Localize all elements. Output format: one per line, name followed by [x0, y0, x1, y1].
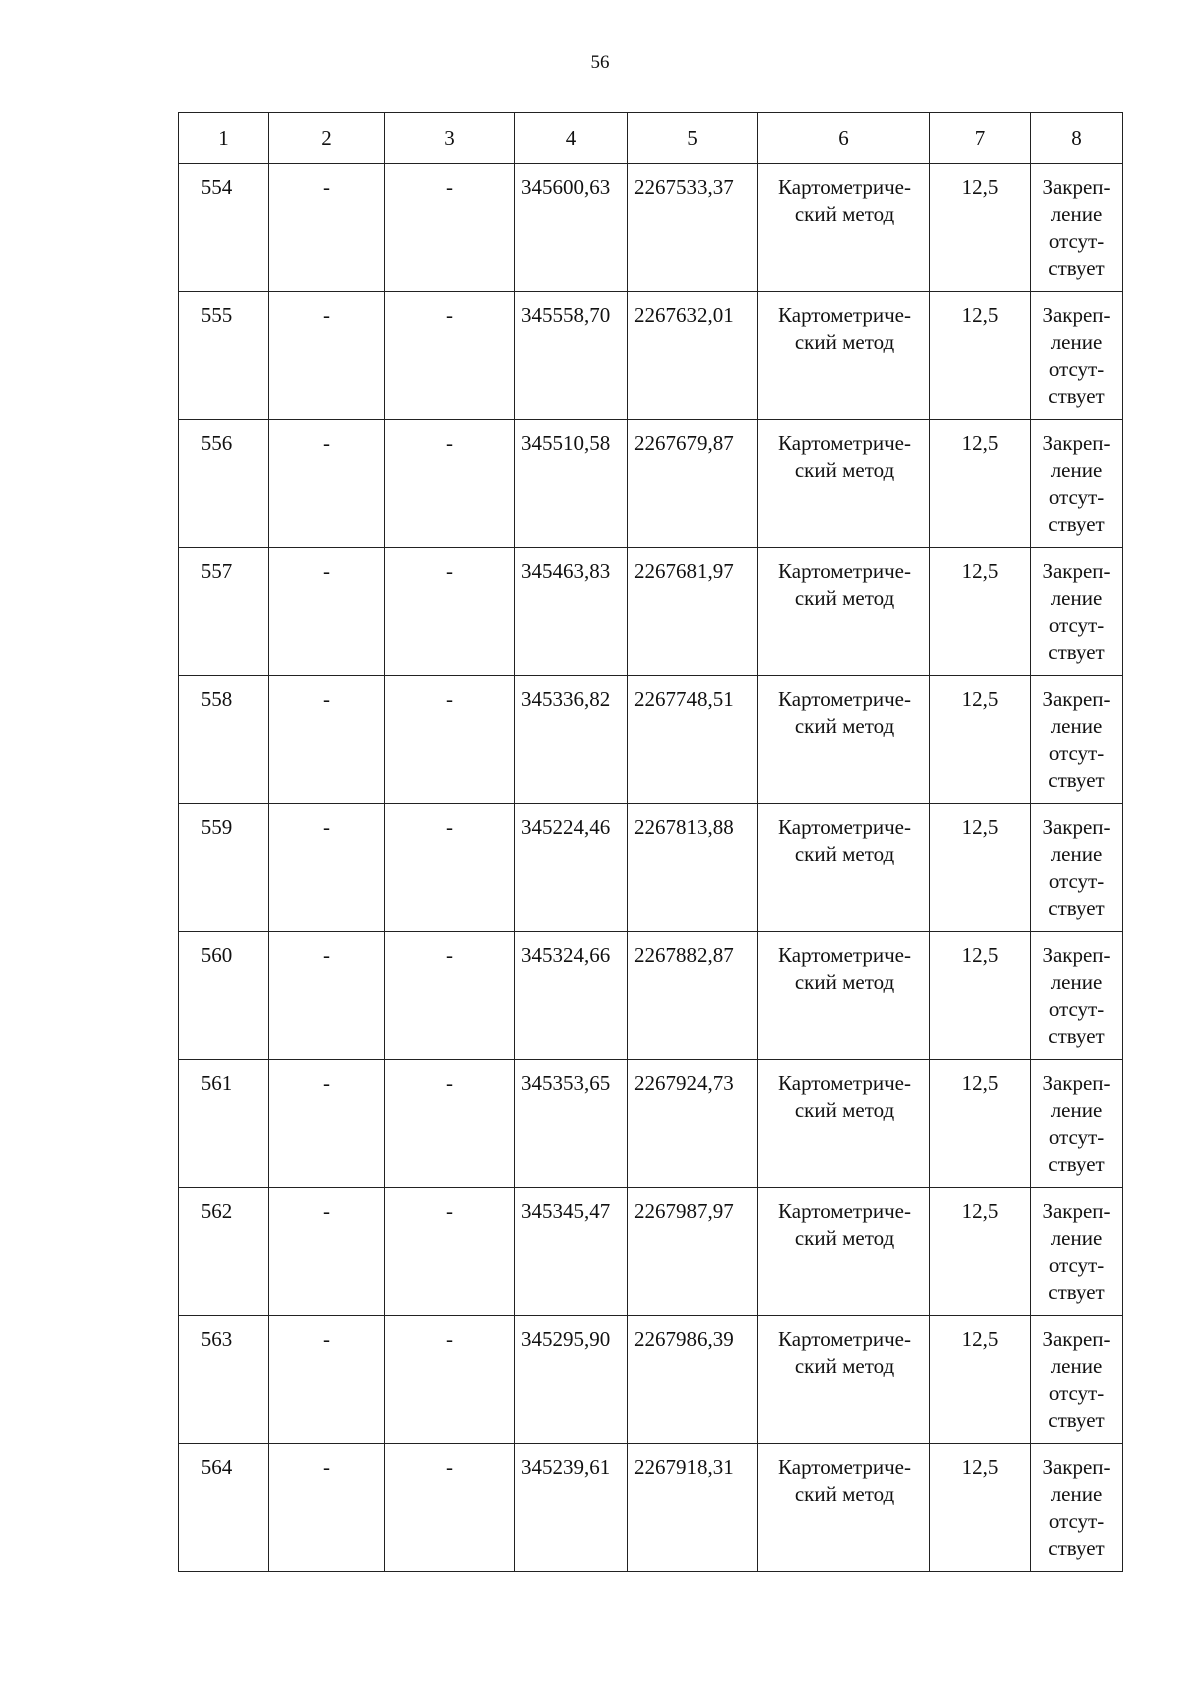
- col2-cell: [269, 932, 385, 1060]
- method-cell-text: ский метод: [794, 1482, 895, 1506]
- method-cell: [758, 932, 930, 1060]
- fixation-cell-text: ление: [1050, 1354, 1103, 1378]
- col2-cell: [269, 548, 385, 676]
- y-coordinate-cell: [628, 1188, 758, 1316]
- accuracy-cell-text: 12,5: [961, 431, 999, 455]
- point-number-cell-text: 563: [200, 1327, 233, 1351]
- y-coordinate-cell-text: 2267748,51: [634, 687, 734, 711]
- col2-cell-text: -: [323, 431, 330, 455]
- x-coordinate-cell: [515, 1444, 628, 1572]
- accuracy-cell-text: 12,5: [961, 559, 999, 583]
- table-row: [179, 420, 1123, 548]
- fixation-cell-text: отсут-: [1048, 1125, 1105, 1149]
- col2-cell: [269, 1316, 385, 1444]
- y-coordinate-cell-text: 2267987,97: [634, 1199, 734, 1223]
- fixation-cell-text: Закреп-: [1042, 303, 1111, 327]
- method-cell: [758, 1060, 930, 1188]
- table-row: [179, 548, 1123, 676]
- col3-cell: [385, 1444, 515, 1572]
- y-coordinate-cell: [628, 932, 758, 1060]
- table-row: [179, 1060, 1123, 1188]
- col3-cell: [385, 1316, 515, 1444]
- method-cell-text: ский метод: [794, 970, 895, 994]
- method-cell-text: ский метод: [794, 1354, 895, 1378]
- x-coordinate-cell-text: 345345,47: [521, 1199, 611, 1223]
- col3-cell-text: -: [446, 1455, 453, 1479]
- header-col-4: 4: [515, 113, 628, 164]
- table-row: [179, 804, 1123, 932]
- point-number-cell: [179, 1060, 269, 1188]
- header-col-1: 1: [179, 113, 269, 164]
- method-cell-text: ский метод: [794, 330, 895, 354]
- fixation-cell-text: ствует: [1048, 1152, 1105, 1176]
- y-coordinate-cell-text: 2267918,31: [634, 1455, 734, 1479]
- method-cell-text: Картометриче-: [778, 1199, 911, 1223]
- fixation-cell-text: ление: [1050, 330, 1103, 354]
- accuracy-cell-text: 12,5: [961, 687, 999, 711]
- fixation-cell-text: ствует: [1048, 1024, 1105, 1048]
- method-cell: [758, 292, 930, 420]
- y-coordinate-cell: [628, 676, 758, 804]
- method-cell-text: Картометриче-: [778, 175, 911, 199]
- x-coordinate-cell: [515, 420, 628, 548]
- point-number-cell-text: 560: [200, 943, 233, 967]
- fixation-cell-text: ление: [1050, 970, 1103, 994]
- fixation-cell-text: ствует: [1048, 1280, 1105, 1304]
- x-coordinate-cell: [515, 1316, 628, 1444]
- method-cell-text: Картометриче-: [778, 815, 911, 839]
- col2-cell: [269, 420, 385, 548]
- col3-cell: [385, 420, 515, 548]
- accuracy-cell-text: 12,5: [961, 815, 999, 839]
- col3-cell: [385, 292, 515, 420]
- accuracy-cell: [930, 1316, 1031, 1444]
- point-number-cell: [179, 1188, 269, 1316]
- fixation-cell-text: Закреп-: [1042, 1199, 1111, 1223]
- col2-cell: [269, 804, 385, 932]
- point-number-cell-text: 561: [200, 1071, 233, 1095]
- x-coordinate-cell-text: 345463,83: [521, 559, 611, 583]
- point-number-cell-text: 554: [200, 175, 233, 199]
- method-cell-text: ский метод: [794, 1226, 895, 1250]
- y-coordinate-cell-text: 2267632,01: [634, 303, 734, 327]
- point-number-cell: [179, 420, 269, 548]
- fixation-cell: [1031, 292, 1123, 420]
- fixation-cell-text: отсут-: [1048, 997, 1105, 1021]
- col2-cell-text: -: [323, 303, 330, 327]
- x-coordinate-cell: [515, 548, 628, 676]
- x-coordinate-cell-text: 345353,65: [521, 1071, 611, 1095]
- x-coordinate-cell: [515, 292, 628, 420]
- y-coordinate-cell-text: 2267986,39: [634, 1327, 734, 1351]
- point-number-cell: [179, 932, 269, 1060]
- method-cell-text: ский метод: [794, 458, 895, 482]
- fixation-cell-text: отсут-: [1048, 613, 1105, 637]
- point-number-cell: [179, 292, 269, 420]
- fixation-cell: [1031, 420, 1123, 548]
- x-coordinate-cell-text: 345336,82: [521, 687, 611, 711]
- header-col-6: 6: [758, 113, 930, 164]
- accuracy-cell: [930, 548, 1031, 676]
- method-cell: [758, 1188, 930, 1316]
- fixation-cell: [1031, 1316, 1123, 1444]
- x-coordinate-cell: [515, 932, 628, 1060]
- accuracy-cell-text: 12,5: [961, 1071, 999, 1095]
- method-cell-text: Картометриче-: [778, 431, 911, 455]
- col3-cell-text: -: [446, 175, 453, 199]
- point-number-cell: [179, 804, 269, 932]
- table-row: [179, 1188, 1123, 1316]
- fixation-cell: [1031, 548, 1123, 676]
- fixation-cell-text: отсут-: [1048, 357, 1105, 381]
- col3-cell: [385, 548, 515, 676]
- fixation-cell-text: отсут-: [1048, 229, 1105, 253]
- method-cell-text: ский метод: [794, 1098, 895, 1122]
- fixation-cell-text: ление: [1050, 586, 1103, 610]
- method-cell-text: Картометриче-: [778, 687, 911, 711]
- y-coordinate-cell-text: 2267681,97: [634, 559, 734, 583]
- fixation-cell-text: Закреп-: [1042, 175, 1111, 199]
- fixation-cell-text: ствует: [1048, 768, 1105, 792]
- col3-cell-text: -: [446, 431, 453, 455]
- accuracy-cell: [930, 932, 1031, 1060]
- point-number-cell-text: 564: [200, 1455, 233, 1479]
- point-number-cell-text: 557: [200, 559, 233, 583]
- method-cell: [758, 676, 930, 804]
- y-coordinate-cell: [628, 420, 758, 548]
- y-coordinate-cell-text: 2267813,88: [634, 815, 734, 839]
- table-header: [179, 113, 1123, 164]
- accuracy-cell: [930, 1188, 1031, 1316]
- header-col-2: 2: [269, 113, 385, 164]
- col3-cell-text: -: [446, 303, 453, 327]
- accuracy-cell-text: 12,5: [961, 175, 999, 199]
- col3-cell-text: -: [446, 1071, 453, 1095]
- table-row: [179, 1316, 1123, 1444]
- x-coordinate-cell-text: 345224,46: [521, 815, 611, 839]
- fixation-cell-text: ствует: [1048, 512, 1105, 536]
- accuracy-cell-text: 12,5: [961, 1327, 999, 1351]
- fixation-cell-text: Закреп-: [1042, 431, 1111, 455]
- fixation-cell-text: ление: [1050, 842, 1103, 866]
- col3-cell-text: -: [446, 1327, 453, 1351]
- x-coordinate-cell: [515, 1188, 628, 1316]
- point-number-cell-text: 559: [200, 815, 233, 839]
- header-col-5: 5: [628, 113, 758, 164]
- col3-cell: [385, 1188, 515, 1316]
- col2-cell-text: -: [323, 1199, 330, 1223]
- accuracy-cell-text: 12,5: [961, 1455, 999, 1479]
- table-row: [179, 676, 1123, 804]
- fixation-cell-text: отсут-: [1048, 1381, 1105, 1405]
- fixation-cell-text: ление: [1050, 458, 1103, 482]
- fixation-cell-text: ствует: [1048, 640, 1105, 664]
- accuracy-cell-text: 12,5: [961, 943, 999, 967]
- table-row: [179, 932, 1123, 1060]
- fixation-cell-text: Закреп-: [1042, 815, 1111, 839]
- fixation-cell-text: отсут-: [1048, 869, 1105, 893]
- fixation-cell-text: ление: [1050, 1226, 1103, 1250]
- fixation-cell-text: ствует: [1048, 896, 1105, 920]
- y-coordinate-cell: [628, 1060, 758, 1188]
- col3-cell: [385, 676, 515, 804]
- x-coordinate-cell-text: 345295,90: [521, 1327, 611, 1351]
- fixation-cell-text: Закреп-: [1042, 943, 1111, 967]
- fixation-cell-text: отсут-: [1048, 741, 1105, 765]
- method-cell: [758, 164, 930, 292]
- method-cell: [758, 420, 930, 548]
- col2-cell-text: -: [323, 1455, 330, 1479]
- x-coordinate-cell: [515, 164, 628, 292]
- fixation-cell-text: отсут-: [1048, 1253, 1105, 1277]
- accuracy-cell-text: 12,5: [961, 303, 999, 327]
- fixation-cell: [1031, 1444, 1123, 1572]
- point-number-cell: [179, 548, 269, 676]
- accuracy-cell-text: 12,5: [961, 1199, 999, 1223]
- point-number-cell: [179, 1444, 269, 1572]
- col3-cell: [385, 1060, 515, 1188]
- fixation-cell-text: Закреп-: [1042, 687, 1111, 711]
- method-cell-text: Картометриче-: [778, 559, 911, 583]
- col3-cell: [385, 804, 515, 932]
- y-coordinate-cell: [628, 292, 758, 420]
- col2-cell: [269, 1188, 385, 1316]
- method-cell-text: ский метод: [794, 586, 895, 610]
- header-col-8: 8: [1031, 113, 1123, 164]
- col2-cell-text: -: [323, 1071, 330, 1095]
- header-row: [179, 113, 1123, 164]
- fixation-cell: [1031, 1060, 1123, 1188]
- fixation-cell-text: ление: [1050, 1098, 1103, 1122]
- point-number-cell-text: 562: [200, 1199, 233, 1223]
- fixation-cell-text: ление: [1050, 202, 1103, 226]
- fixation-cell-text: отсут-: [1048, 1509, 1105, 1533]
- y-coordinate-cell-text: 2267679,87: [634, 431, 734, 455]
- col2-cell-text: -: [323, 1327, 330, 1351]
- header-col-7: 7: [930, 113, 1031, 164]
- fixation-cell-text: Закреп-: [1042, 559, 1111, 583]
- point-number-cell-text: 558: [200, 687, 233, 711]
- method-cell: [758, 548, 930, 676]
- y-coordinate-cell-text: 2267882,87: [634, 943, 734, 967]
- y-coordinate-cell: [628, 548, 758, 676]
- method-cell: [758, 1316, 930, 1444]
- accuracy-cell: [930, 420, 1031, 548]
- fixation-cell-text: Закреп-: [1042, 1327, 1111, 1351]
- fixation-cell: [1031, 164, 1123, 292]
- table-row: [179, 1444, 1123, 1572]
- fixation-cell-text: Закреп-: [1042, 1071, 1111, 1095]
- accuracy-cell: [930, 804, 1031, 932]
- method-cell-text: ский метод: [794, 202, 895, 226]
- x-coordinate-cell-text: 345600,63: [521, 175, 611, 199]
- x-coordinate-cell: [515, 804, 628, 932]
- table-body: [179, 164, 1123, 1572]
- y-coordinate-cell: [628, 1444, 758, 1572]
- col3-cell: [385, 164, 515, 292]
- fixation-cell: [1031, 932, 1123, 1060]
- table-row: [179, 164, 1123, 292]
- col3-cell-text: -: [446, 559, 453, 583]
- col3-cell-text: -: [446, 943, 453, 967]
- accuracy-cell: [930, 676, 1031, 804]
- x-coordinate-cell-text: 345558,70: [521, 303, 611, 327]
- fixation-cell-text: отсут-: [1048, 485, 1105, 509]
- accuracy-cell: [930, 292, 1031, 420]
- fixation-cell: [1031, 804, 1123, 932]
- method-cell: [758, 1444, 930, 1572]
- col2-cell-text: -: [323, 687, 330, 711]
- method-cell-text: ский метод: [794, 714, 895, 738]
- method-cell: [758, 804, 930, 932]
- x-coordinate-cell: [515, 1060, 628, 1188]
- x-coordinate-cell-text: 345239,61: [521, 1455, 611, 1479]
- y-coordinate-cell: [628, 164, 758, 292]
- point-number-cell: [179, 676, 269, 804]
- fixation-cell-text: ление: [1050, 714, 1103, 738]
- col2-cell: [269, 164, 385, 292]
- method-cell-text: ский метод: [794, 842, 895, 866]
- col2-cell: [269, 676, 385, 804]
- y-coordinate-cell: [628, 1316, 758, 1444]
- col3-cell-text: -: [446, 1199, 453, 1223]
- fixation-cell: [1031, 676, 1123, 804]
- fixation-cell: [1031, 1188, 1123, 1316]
- col3-cell-text: -: [446, 815, 453, 839]
- accuracy-cell: [930, 1444, 1031, 1572]
- method-cell-text: Картометриче-: [778, 1071, 911, 1095]
- col2-cell: [269, 1444, 385, 1572]
- col3-cell: [385, 932, 515, 1060]
- point-number-cell-text: 555: [200, 303, 233, 327]
- point-number-cell: [179, 164, 269, 292]
- y-coordinate-cell-text: 2267924,73: [634, 1071, 734, 1095]
- fixation-cell-text: ление: [1050, 1482, 1103, 1506]
- accuracy-cell: [930, 164, 1031, 292]
- coordinates-table: [178, 112, 1123, 1572]
- accuracy-cell: [930, 1060, 1031, 1188]
- point-number-cell-text: 556: [200, 431, 233, 455]
- fixation-cell-text: ствует: [1048, 256, 1105, 280]
- col2-cell: [269, 1060, 385, 1188]
- fixation-cell-text: ствует: [1048, 384, 1105, 408]
- col2-cell-text: -: [323, 815, 330, 839]
- col3-cell-text: -: [446, 687, 453, 711]
- col2-cell: [269, 292, 385, 420]
- page-number: 56: [590, 52, 610, 73]
- method-cell-text: Картометриче-: [778, 943, 911, 967]
- y-coordinate-cell: [628, 804, 758, 932]
- header-col-3: 3: [385, 113, 515, 164]
- x-coordinate-cell-text: 345324,66: [521, 943, 611, 967]
- x-coordinate-cell-text: 345510,58: [521, 431, 611, 455]
- fixation-cell-text: ствует: [1048, 1408, 1105, 1432]
- col2-cell-text: -: [323, 175, 330, 199]
- col2-cell-text: -: [323, 559, 330, 583]
- table-row: [179, 292, 1123, 420]
- fixation-cell-text: Закреп-: [1042, 1455, 1111, 1479]
- fixation-cell-text: ствует: [1048, 1536, 1105, 1560]
- point-number-cell: [179, 1316, 269, 1444]
- y-coordinate-cell-text: 2267533,37: [634, 175, 734, 199]
- method-cell-text: Картометриче-: [778, 1327, 911, 1351]
- method-cell-text: Картометриче-: [778, 303, 911, 327]
- x-coordinate-cell: [515, 676, 628, 804]
- method-cell-text: Картометриче-: [778, 1455, 911, 1479]
- col2-cell-text: -: [323, 943, 330, 967]
